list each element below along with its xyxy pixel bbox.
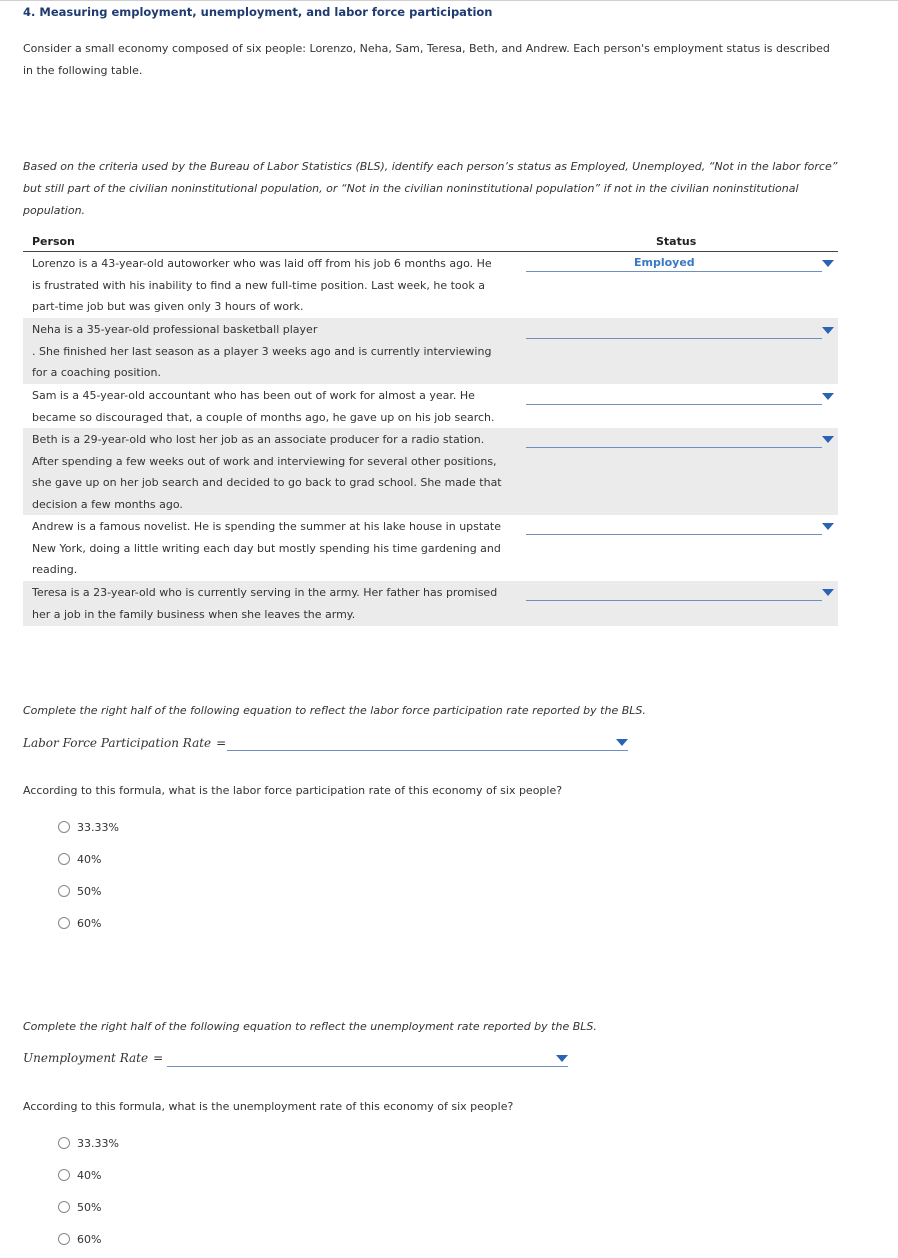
person-description: Andrew is a famous novelist. He is spending the summer at his lake house in upstate New York, doing a little writing each day but mostly spending his time gardening and reading.: [32, 520, 502, 577]
instructions-text: Based on the criteria used by the Bureau of Labor Statistics (BLS), identify each person’s status as Employed, Unemployed, “Not in the labor force” but still part of the civilian noninstitutional population, or “Not in the civilian noninstitutional population” if not in the civilian noninstitutional population.: [23, 160, 838, 217]
radio-circle-icon: [58, 1201, 70, 1213]
table-header: [23, 232, 838, 252]
ur-formula-dropdown[interactable]: [167, 1052, 568, 1067]
person-description: Neha is a 35-year-old professional basketball player: [32, 323, 318, 336]
caret-down-icon: [822, 589, 834, 596]
person-description: Lorenzo is a 43-year-old autoworker who was laid off from his job 6 months ago. He is frustrated with his inability to find a new full-time position. Last week, he took a part-time job but was given only 3 hours of work.: [32, 257, 492, 314]
radio-circle-icon: [58, 1137, 70, 1149]
option-label: 60%: [77, 917, 102, 930]
status-dropdown[interactable]: [526, 518, 822, 535]
radio-circle-icon: [58, 853, 70, 865]
radio-circle-icon: [58, 821, 70, 833]
status-dropdown[interactable]: [526, 584, 822, 601]
col-person-header: Person: [32, 235, 75, 248]
option-label: 50%: [77, 1201, 102, 1214]
equals-sign: =: [153, 1051, 164, 1065]
person-description-cont: . She finished her last season as a player 3 weeks ago and is currently interviewing for a coaching position.: [32, 344, 492, 380]
caret-down-icon: [822, 327, 834, 334]
caret-down-icon: [822, 260, 834, 267]
radio-circle-icon: [58, 1169, 70, 1181]
option-label: 40%: [77, 1169, 102, 1182]
status-table: [23, 232, 838, 626]
lfpr-equation-label: [23, 736, 226, 750]
option-label: 50%: [77, 885, 102, 898]
table-row: [23, 515, 838, 581]
radio-circle-icon: [58, 885, 70, 897]
col-status-header: Status: [656, 235, 697, 248]
status-dropdown[interactable]: [526, 388, 822, 405]
question-title: 4. Measuring employment, unemployment, and labor force participation: [23, 5, 493, 19]
radio-circle-icon: [58, 1233, 70, 1245]
option-label: 33.33%: [77, 821, 119, 834]
lfpr-instruction: Complete the right half of the following equation to reflect the labor force participation rate reported by the BLS.: [23, 704, 646, 717]
table-row: [23, 384, 838, 428]
person-description: Beth is a 29-year-old who lost her job as an associate producer for a radio station. After spending a few weeks out of work and interviewing for several other positions, she gave up on her job search and decided to go back to grad school. She made that decision a few months ago.: [32, 433, 502, 511]
ur-equation-label: [23, 1051, 163, 1065]
caret-down-icon: [822, 523, 834, 530]
status-dropdown[interactable]: [526, 322, 822, 339]
lfpr-formula-dropdown[interactable]: [227, 736, 628, 751]
option-label: 60%: [77, 1233, 102, 1246]
table-row: [23, 252, 838, 318]
caret-down-icon: [556, 1055, 568, 1062]
caret-down-icon: [616, 739, 628, 746]
ur-label: Unemployment Rate: [23, 1051, 149, 1065]
table-row: [23, 318, 838, 384]
ur-instruction: Complete the right half of the following equation to reflect the unemployment rate reported by the BLS.: [23, 1020, 597, 1033]
status-dropdown[interactable]: [526, 431, 822, 448]
table-row: [23, 581, 838, 626]
lfpr-label: Labor Force Participation Rate: [23, 736, 212, 750]
top-divider: [0, 0, 898, 1]
equals-sign: =: [216, 736, 227, 750]
caret-down-icon: [822, 393, 834, 400]
ur-question: According to this formula, what is the unemployment rate of this economy of six people?: [23, 1100, 514, 1113]
radio-circle-icon: [58, 917, 70, 929]
person-description: Sam is a 45-year-old accountant who has been out of work for almost a year. He became so discouraged that, a couple of months ago, he gave up on his job search.: [32, 389, 495, 424]
status-value: Employed: [634, 256, 695, 269]
intro-text: Consider a small economy composed of six people: Lorenzo, Neha, Sam, Teresa, Beth, and Andrew. Each person's employment status is described in the following table.: [23, 42, 830, 77]
caret-down-icon: [822, 436, 834, 443]
table-row: [23, 428, 838, 515]
option-label: 40%: [77, 853, 102, 866]
lfpr-question: According to this formula, what is the labor force participation rate of this economy of six people?: [23, 784, 563, 797]
person-description: Teresa is a 23-year-old who is currently serving in the army. Her father has promised her a job in the family business when she leaves the army.: [32, 586, 498, 621]
option-label: 33.33%: [77, 1137, 119, 1150]
status-dropdown[interactable]: [526, 255, 822, 272]
